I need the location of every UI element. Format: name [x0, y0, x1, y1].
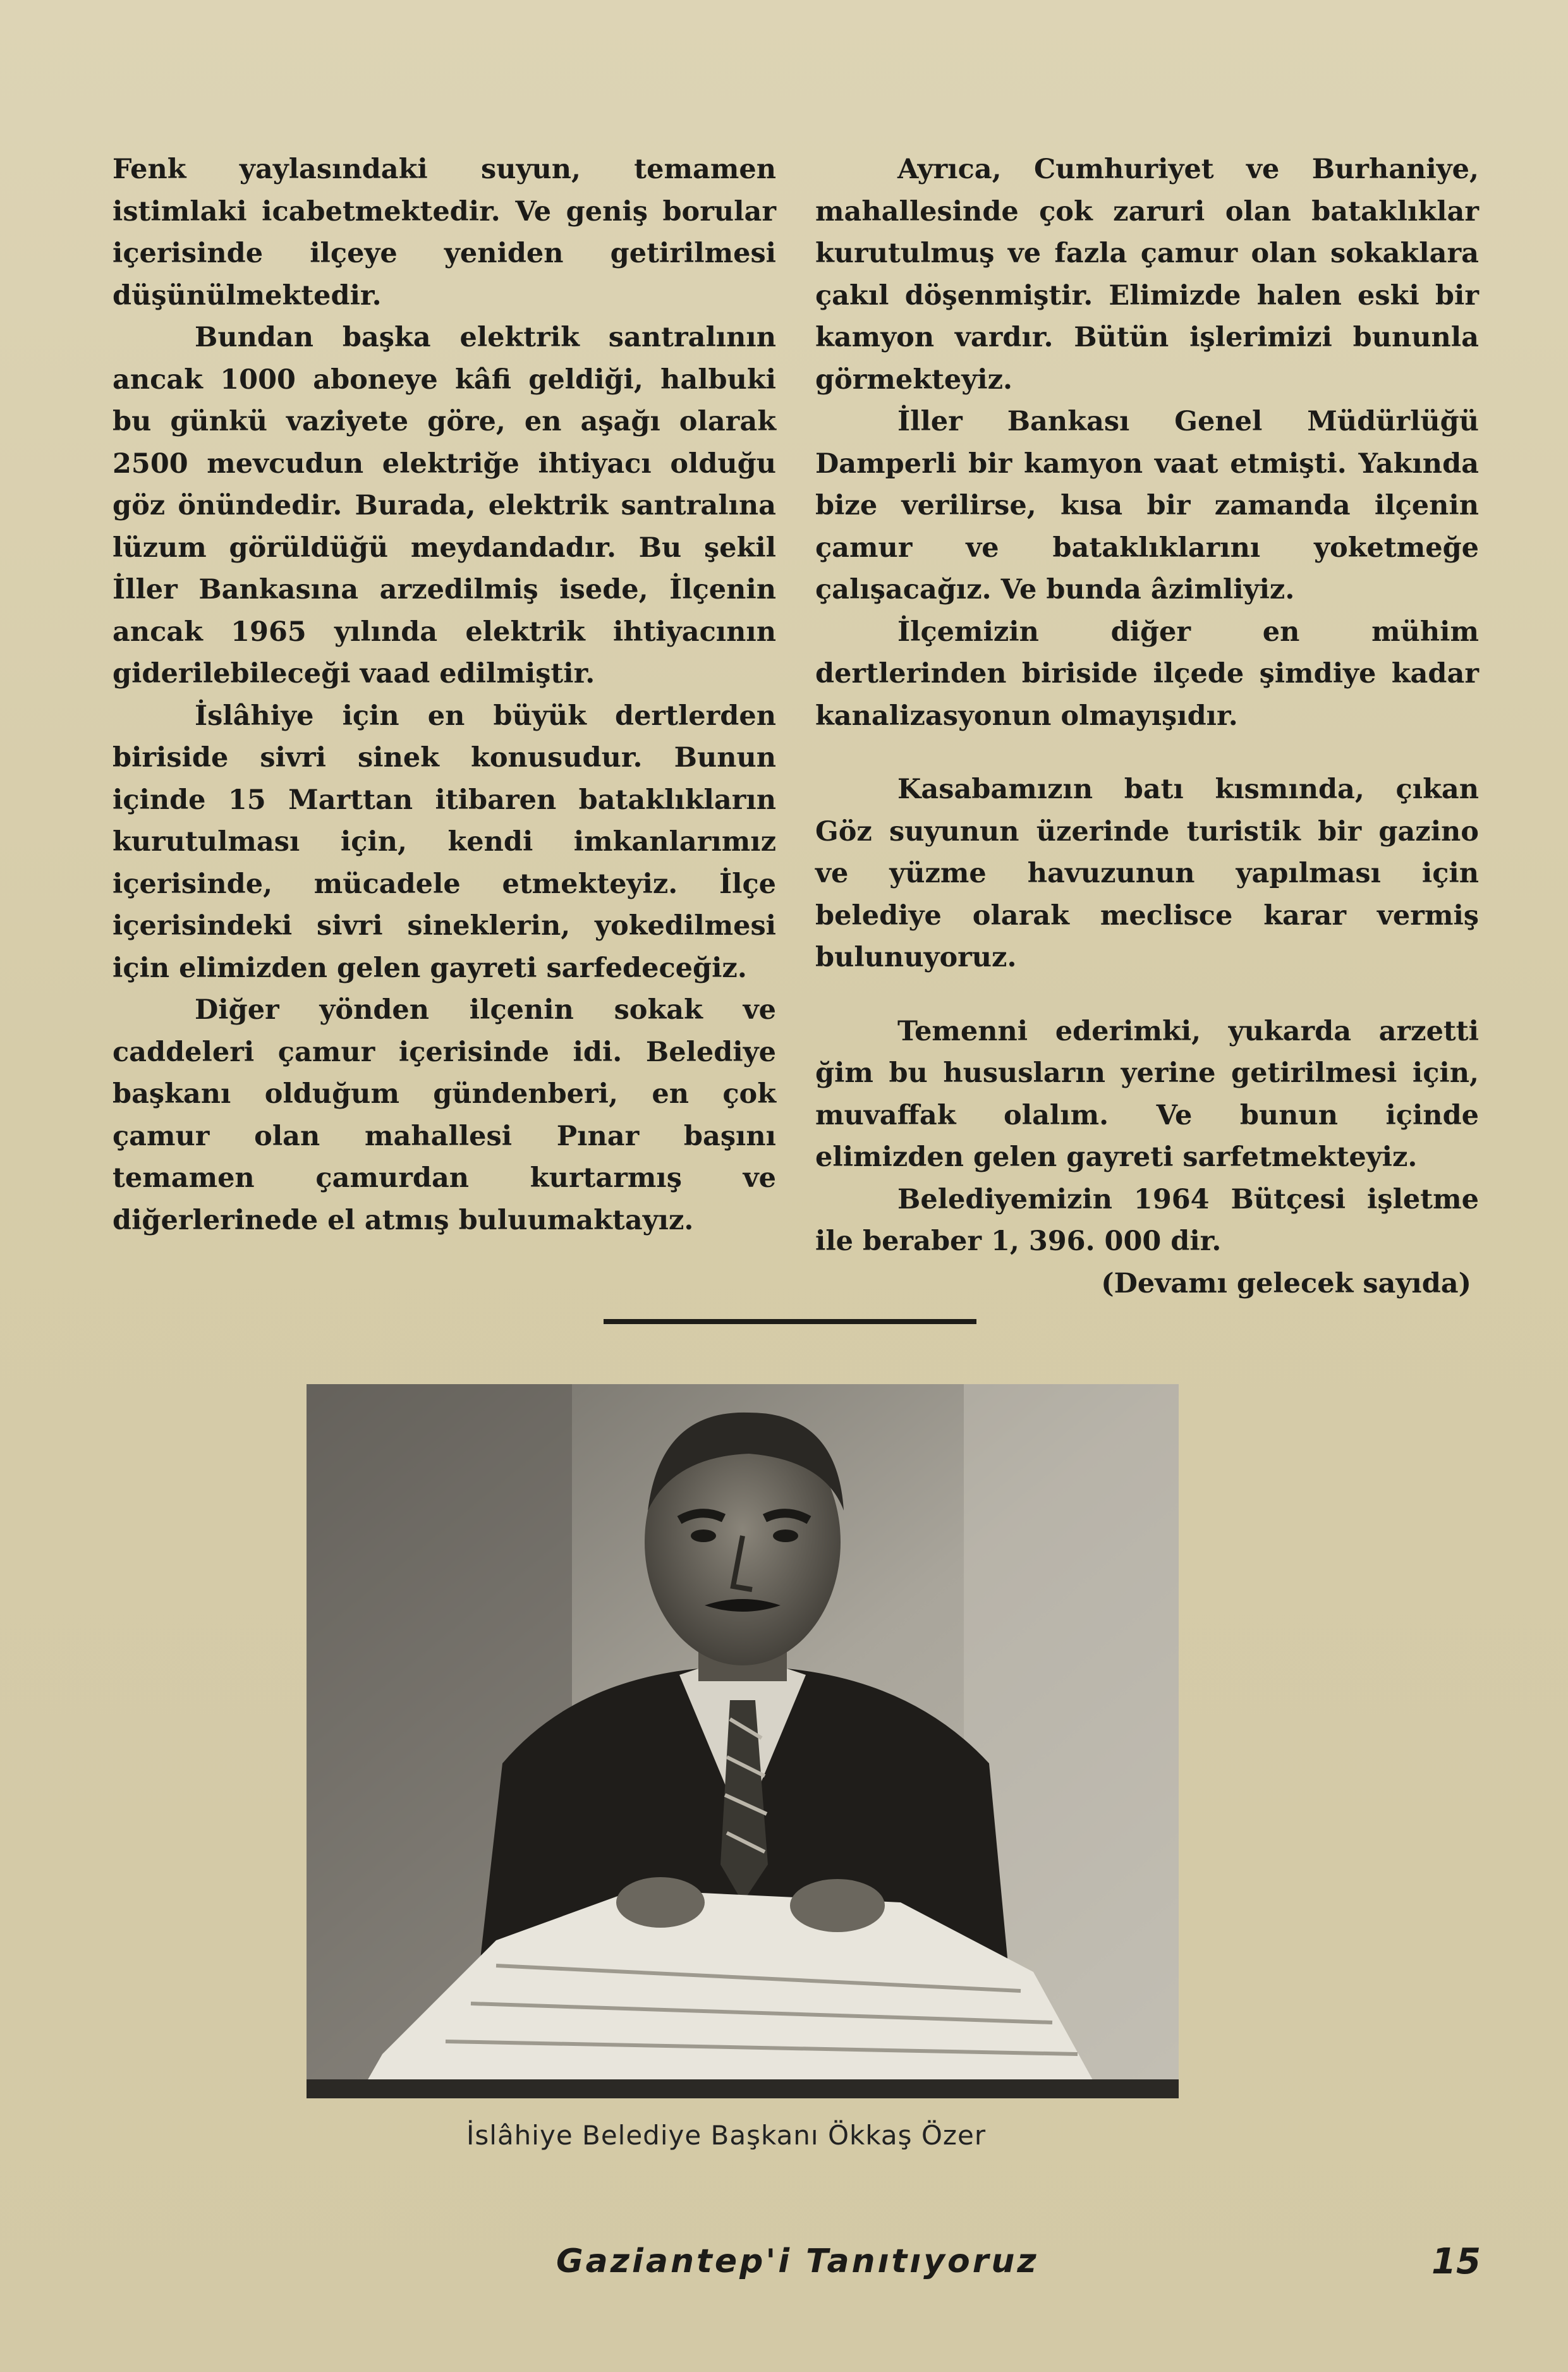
paragraph: Belediyemizin 1964 Bütçesi işletme ile beraber 1, 396. 000 dir. — [815, 1183, 1479, 1257]
paragraph: Kasabamızın batı kısmında, çıkan Göz suyunun üzerinde turistik bir gazino ve yüzme havuzunun yapılması için belediye olarak meclisce karar vermiş bulunuyoruz. — [815, 774, 1479, 973]
paragraph: Temenni ederimki, yukarda arzetti ğim bu hususların yerine getirilmesi için, muvaffak olalım. Ve bunun içinde elimizden gelen gayreti sarfetmekteyiz. — [815, 1015, 1479, 1173]
portrait-photo — [307, 1384, 1179, 2098]
paragraph: Diğer yönden ilçenin sokak ve caddeleri çamur içerisinde idi. Belediye başkanı olduğum gündenberi, en çok çamur olan mahallesi Pınar başını temamen çamurdan kurtarmış ve diğerlerinede el atmış buluumaktayız. — [112, 994, 776, 1236]
paragraph: Fenk yaylasındaki suyun, temamen istimlaki icabetmektedir. Ve geniş borular içerisinde ilçeye yeniden getirilmesi düşünülmektedir. — [112, 154, 776, 312]
paragraph: Bundan başka elektrik santralının ancak 1000 aboneye kâfi geldiği, halbuki bu günkü vaziyete göre, en aşağı olarak 2500 mevcudun elektriğe ihtiyacı olduğu göz önündedir. Burada, elektrik santralına lüzum görüldüğü meydandadır. Bu şekil İller Bankasına arzedilmiş isede, İlçenin ancak 1965 yılında elektrik ihtiyacının giderilebileceği vaad edilmiştir. — [112, 322, 776, 690]
paragraph: İlçemizin diğer en mühim dertlerinden biriside ilçede şimdiye kadar kanalizasyonun olmayışıdır. — [815, 616, 1479, 732]
paragraph: İslâhiye için en büyük dertlerden biriside sivri sinek konusudur. Bunun içinde 15 Marttan itibaren bataklıkların kurutulması için, kendi imkanlarımız içerisinde, mücadele etmekteyiz. İlçe içerisindeki sivri sineklerin, yokedilmesi için elimizden gelen gayreti sarfedeceğiz. — [112, 700, 776, 984]
paragraph: İller Bankası Genel Müdürlüğü Damperli bir kamyon vaat etmişti. Yakında bize verilirse, kısa bir zamanda ilçenin çamur ve bataklıklarını yoketmeğe çalışacağız. Ve bunda âzimliyiz. — [815, 406, 1479, 605]
paragraph: Ayrıca, Cumhuriyet ve Burhaniye, mahallesinde çok zaruri olan bataklıklar kurutulmuş ve fazla çamur olan sokaklara çakıl döşenmiştir. Elimizde halen eski bir kamyon vardır. Bütün işlerimizi bununla görmekteyiz. — [815, 154, 1479, 396]
section-divider — [604, 1319, 976, 1324]
right-text-column — [815, 149, 1479, 1305]
continued-note: (Devamı gelecek sayıda) — [1101, 1267, 1471, 1299]
photo-caption: İslâhiye Belediye Başkanı Ökkaş Özer — [466, 2120, 987, 2151]
page-number: 15 — [1431, 2241, 1481, 2282]
left-text-column — [112, 149, 776, 1241]
footer-title: Gaziantep'i Tanıtıyoruz — [556, 2242, 1039, 2280]
portrait-illustration — [307, 1384, 1179, 2098]
